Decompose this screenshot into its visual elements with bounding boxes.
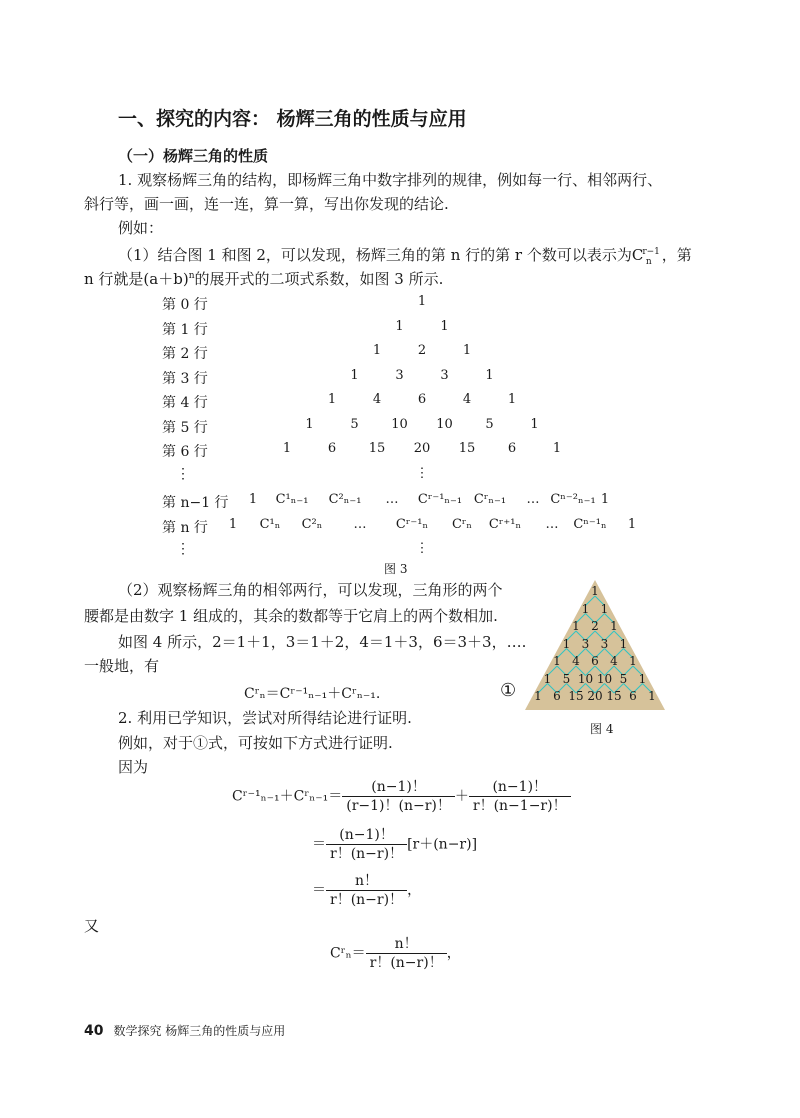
proof-eq-3: ＝ — [312, 882, 326, 899]
pyramid-entry: 6 — [629, 689, 637, 703]
triangle-entry: 4 — [462, 392, 472, 407]
section-title: 一、探究的内容： 杨辉三角的性质与应用 — [118, 108, 467, 130]
triangle-entry: 6 — [417, 392, 427, 407]
triangle-entry: 1 — [395, 318, 404, 334]
triangle-entry-n: Cʳₙ — [451, 516, 473, 532]
pyramid-entry: 3 — [600, 636, 609, 651]
pyramid-entry: 10 — [596, 671, 613, 686]
pyramid-entry: 6 — [591, 654, 599, 668]
proof-line3 — [312, 872, 421, 909]
pyramid-entry: 1 — [572, 619, 580, 633]
pyramid-entry: 1 — [534, 689, 542, 703]
triangle-entry: 5 — [350, 416, 359, 432]
pyramid-entry: 5 — [562, 671, 571, 686]
triangle-entry-n-minus-1: Cⁿ⁻²ₙ₋₁ — [550, 492, 596, 507]
para1-line1: 1. 观察杨辉三角的结构，即杨辉三角中数字排列的规律，例如每一行、相邻两行、 — [118, 171, 663, 189]
triangle-row-label: 第 6 行 — [162, 444, 208, 460]
formula-1: Cʳₙ＝Cʳ⁻¹ₙ₋₁＋Cʳₙ₋₁. — [244, 686, 381, 702]
pyramid-entry: 1 — [638, 671, 647, 686]
triangle-entry: 1 — [440, 318, 449, 334]
triangle-entry-n-minus-1: C¹ₙ₋₁ — [275, 492, 309, 507]
triangle-entry: 10 — [391, 416, 408, 432]
triangle-row-label: 第 3 行 — [162, 370, 208, 387]
triangle-entry-n-minus-1: … — [385, 492, 399, 507]
para4: 2. 利用已学知识，尝试对所得结论进行证明. — [118, 709, 412, 727]
proof-line2 — [312, 826, 477, 863]
para2-line2-end: 的展开式的二项式系数，如图 3 所示. — [194, 270, 444, 288]
para2-line2-text: n 行就是(a＋b) — [84, 270, 189, 288]
final-formula — [330, 935, 461, 972]
pyramid-entry: 4 — [572, 654, 580, 668]
triangle-entry: 20 — [413, 441, 431, 456]
proof-fraction-2 — [469, 778, 571, 815]
formula-1-marker: ① — [500, 680, 517, 701]
pyramid-entry: 1 — [648, 689, 656, 703]
triangle-entry-n: Cʳ⁺¹ₙ — [488, 516, 522, 532]
triangle-entry: 6 — [327, 441, 337, 456]
triangle-entry: 3 — [440, 367, 449, 383]
triangle-entry: 1 — [350, 367, 359, 383]
triangle-entry: 1 — [282, 441, 292, 456]
pyramid-entry: 1 — [581, 601, 590, 616]
para2-line2-sup: n — [188, 271, 195, 281]
triangle-entry: 2 — [417, 343, 427, 358]
proof-bracket: [r＋(n−r)] — [407, 836, 478, 853]
triangle-row-label: 第 4 行 — [162, 395, 208, 411]
triangle-entry: 4 — [372, 392, 382, 407]
para2-sub: n — [645, 257, 652, 267]
triangle-row-label: 第 n−1 行 — [162, 495, 229, 511]
pyramid-entry: 5 — [619, 671, 628, 686]
proof-f1-numerator: (n−1)！ — [342, 778, 455, 797]
subsection-title: （一）杨辉三角的性质 — [118, 147, 269, 165]
para3-line1: （2）观察杨辉三角的相邻两行，可以发现，三角形的两个 — [118, 581, 503, 599]
para3-line2: 腰都是由数字 1 组成的，其余的数都等于它肩上的两个数相加. — [84, 607, 498, 625]
triangle-entry: 1 — [530, 416, 539, 432]
para2-end: ，第 — [661, 246, 692, 264]
pyramid-entry: 2 — [591, 619, 599, 633]
triangle-entry-n: C²ₙ — [301, 516, 323, 532]
triangle-entry: 10 — [436, 416, 453, 432]
pyramid-entry: 15 — [568, 689, 584, 703]
triangle-entry-n: 1 — [627, 516, 637, 532]
triangle-entry: 1 — [305, 416, 314, 432]
final-fraction — [366, 935, 447, 972]
triangle-entry-n: … — [545, 516, 559, 532]
triangle-entry-n-minus-1: Cʳₙ₋₁ — [473, 492, 507, 507]
because-label: 因为 — [118, 758, 149, 776]
proof-lhs: Cʳ⁻¹ₙ₋₁＋Cʳₙ₋₁＝ — [232, 788, 343, 805]
triangle-entry: 5 — [485, 416, 494, 432]
final-numerator: n！ — [366, 935, 447, 954]
triangle-entry-n: Cʳ⁻¹ₙ — [395, 516, 429, 532]
final-lhs: Cʳₙ＝ — [330, 945, 366, 962]
pyramid-entry: 10 — [577, 671, 594, 686]
page-number: 40 — [84, 1023, 104, 1039]
figure-4-numbers — [525, 580, 665, 710]
page-footer — [84, 1022, 285, 1039]
triangle-entry: 1 — [507, 392, 517, 407]
proof-f3-denominator: r！(n−r)！ — [330, 846, 404, 862]
pyramid-entry: 3 — [581, 636, 590, 651]
triangle-row-label: 第 5 行 — [162, 419, 208, 436]
proof-line1 — [232, 778, 571, 815]
triangle-row-label: 第 0 行 — [162, 297, 208, 313]
pyramid-entry: 1 — [629, 654, 637, 668]
figure-3-caption: 图 3 — [384, 562, 408, 576]
proof-eq-2: ＝ — [312, 836, 326, 853]
para3-line3: 如图 4 所示，2＝1＋1，3＝1＋2，4＝1＋3，6＝3＋3，…. — [118, 633, 527, 651]
para5: 例如，对于①式，可按如下方式进行证明. — [118, 734, 393, 752]
triangle-entry: 3 — [395, 367, 404, 383]
proof-f2-denominator: r！(n−1−r)！ — [472, 798, 567, 814]
triangle-entry-n-minus-1: 1 — [600, 492, 610, 507]
triangle-entry: 1 — [485, 367, 494, 383]
triangle-entry-n-minus-1: C²ₙ₋₁ — [328, 492, 362, 507]
pyramid-entry: 1 — [543, 671, 552, 686]
para2-sup: r−1 — [642, 247, 660, 257]
proof-plus: ＋ — [454, 788, 469, 805]
triangle-entry-n: 1 — [228, 516, 238, 532]
triangle-entry: 1 — [462, 343, 472, 358]
triangle-entry-n-minus-1: … — [526, 492, 540, 507]
triangle-entry: 15 — [368, 441, 386, 456]
pyramid-entry: 20 — [587, 689, 603, 703]
triangle-entry-n: Cⁿ⁻¹ₙ — [573, 516, 607, 532]
triangle-entry: 1 — [372, 343, 382, 358]
triangle-vdots: ⋮ — [415, 541, 429, 556]
proof-comma: ， — [407, 882, 422, 899]
pyramid-entry: 4 — [610, 654, 618, 668]
triangle-entry: 1 — [552, 441, 562, 456]
triangle-row-label: ⋮ — [176, 541, 190, 557]
proof-f1-denominator: (r−1)！(n−r)！ — [346, 798, 451, 814]
proof-f4-numerator: n！ — [326, 872, 407, 891]
pyramid-entry: 15 — [606, 689, 622, 703]
pyramid-entry: 1 — [591, 584, 599, 598]
triangle-entry: 1 — [417, 294, 427, 309]
pyramid-entry: 1 — [562, 636, 571, 651]
para1-line2: 斜行等，画一画，连一连，算一算，写出你发现的结论. — [84, 195, 449, 213]
proof-f2-numerator: (n−1)！ — [469, 778, 571, 797]
triangle-entry-n-minus-1: Cʳ⁻¹ₙ₋₁ — [417, 492, 463, 507]
final-comma: ， — [446, 945, 461, 962]
para3-line4: 一般地，有 — [84, 657, 160, 675]
pyramid-entry: 1 — [610, 619, 618, 633]
triangle-entry-n: … — [353, 516, 367, 532]
para2-text: （1）结合图 1 和图 2，可以发现，杨辉三角的第 n 行的第 r 个数可以表示为C — [118, 246, 644, 264]
triangle-entry-n-minus-1: 1 — [248, 492, 258, 507]
final-denominator: r！(n−r)！ — [369, 955, 443, 971]
footer-text: 数学探究 杨辉三角的性质与应用 — [113, 1024, 286, 1038]
figure-4-caption: 图 4 — [590, 722, 614, 736]
triangle-row-label: 第 1 行 — [162, 321, 208, 338]
triangle-row-label: 第 2 行 — [162, 346, 208, 362]
proof-f4-denominator: r！(n−r)！ — [330, 892, 404, 908]
triangle-row-label: 第 n 行 — [162, 519, 208, 536]
proof-fraction-4 — [326, 872, 407, 909]
pyramid-entry: 1 — [619, 636, 628, 651]
triangle-entry: 6 — [507, 441, 517, 456]
pyramid-entry: 1 — [553, 654, 561, 668]
triangle-vdots: ⋮ — [415, 465, 429, 481]
pyramid-entry: 1 — [600, 601, 609, 616]
proof-fraction-1 — [342, 778, 455, 815]
triangle-entry-n: C¹ₙ — [259, 516, 281, 532]
also-label: 又 — [84, 917, 100, 935]
pyramid-entry: 6 — [553, 689, 561, 703]
triangle-entry: 1 — [327, 392, 337, 407]
triangle-entry: 15 — [458, 441, 476, 456]
proof-f3-numerator: (n−1)！ — [326, 826, 407, 845]
proof-fraction-3 — [326, 826, 407, 863]
triangle-row-label: ⋮ — [176, 465, 190, 482]
example-label: 例如： — [118, 219, 164, 237]
